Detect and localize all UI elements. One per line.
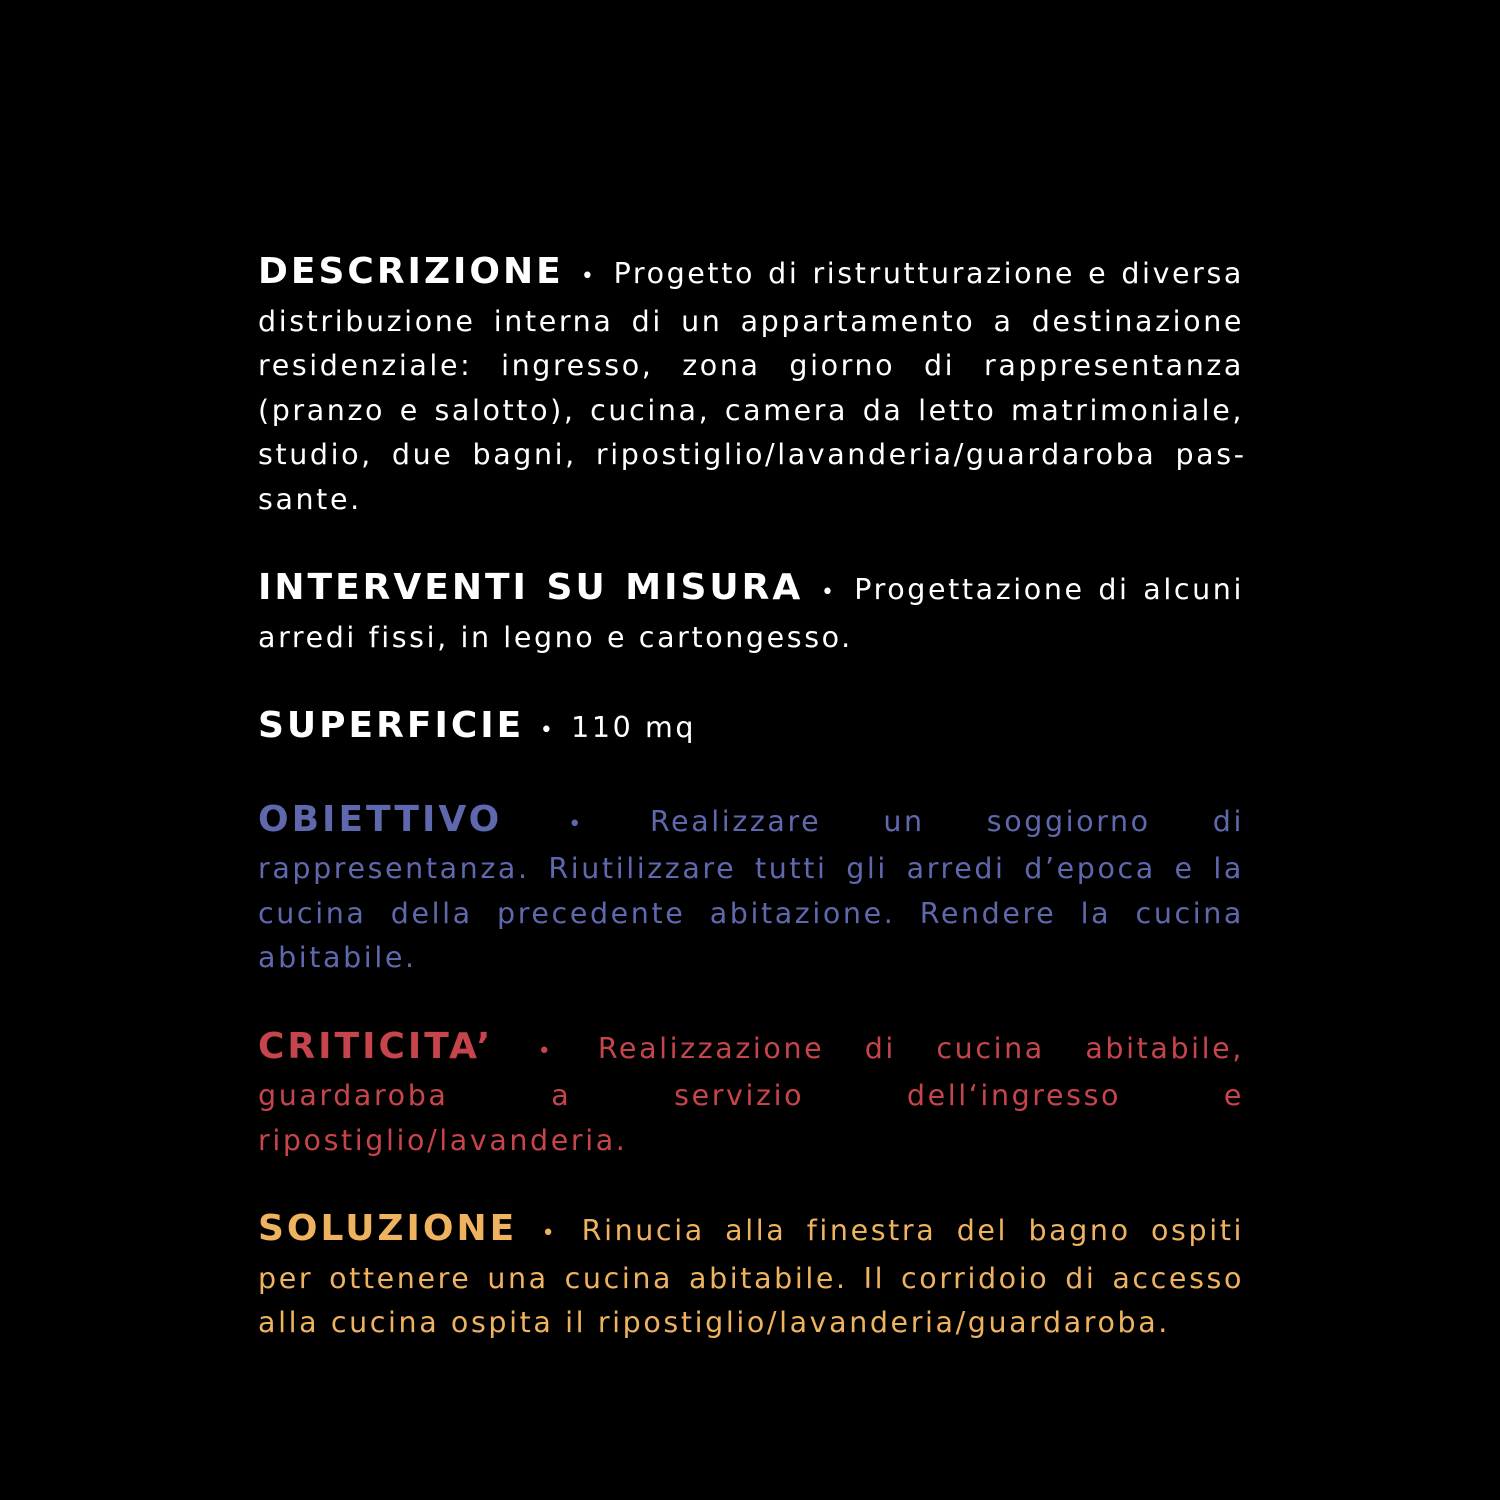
interventi-text: Progettazione di alcuni arredi fissi, in legno e cartongesso. [258,573,1244,654]
bullet-separator: • [580,264,597,289]
section-soluzione [258,1207,1244,1346]
section-descrizione [258,250,1244,522]
bullet-separator: • [539,718,556,743]
bullet-separator: • [568,811,584,837]
soluzione-text: Rinucia alla finestra del bagno ospiti per ottenere una cucina abitabile. Il corridoio di accesso alla cucina ospita il ripostiglio/lavanderia/guardaroba. [258,1214,1245,1339]
criticita-text: Realizzazione di cucina abitabile, guardaroba a servizio dell‘ingresso e ripostiglio/lavanderia. [258,1031,1244,1157]
obiettivo-text: Realizzare un soggiorno di rappresentanza. Riutilizzare tutti gli arredi d’epoca e la cucina della precedente abitazione. Rendere la cucina abitabile. [258,804,1244,974]
superficie-heading: SUPERFICIE [258,705,525,746]
descrizione-text: Progetto di ristrutturazione e diversa distribuzione interna di un appartamento a destinazione residenziale: ingresso, zona giorno di rappresentanza (pranzo e salotto), cucina, camera da letto matrimoniale, studio, due bagni, ripostiglio/lavanderia/guardaroba passante. [258,257,1244,516]
interventi-heading: INTERVENTI SU MISURA [258,567,804,608]
descrizione-heading: DESCRIZIONE [258,251,564,292]
section-obiettivo [258,798,1244,981]
section-interventi [258,566,1244,660]
superficie-value: 110 mq [571,711,697,744]
section-superficie [258,704,1244,754]
bullet-separator: • [537,1038,554,1064]
bullet-separator: • [541,1221,558,1246]
criticita-heading: CRITICITA’ [258,1025,494,1067]
soluzione-heading: SOLUZIONE [258,1208,518,1249]
section-criticita [258,1025,1244,1164]
project-description [258,250,1244,1390]
bullet-separator: • [820,580,837,605]
obiettivo-heading: OBIETTIVO [258,798,503,840]
